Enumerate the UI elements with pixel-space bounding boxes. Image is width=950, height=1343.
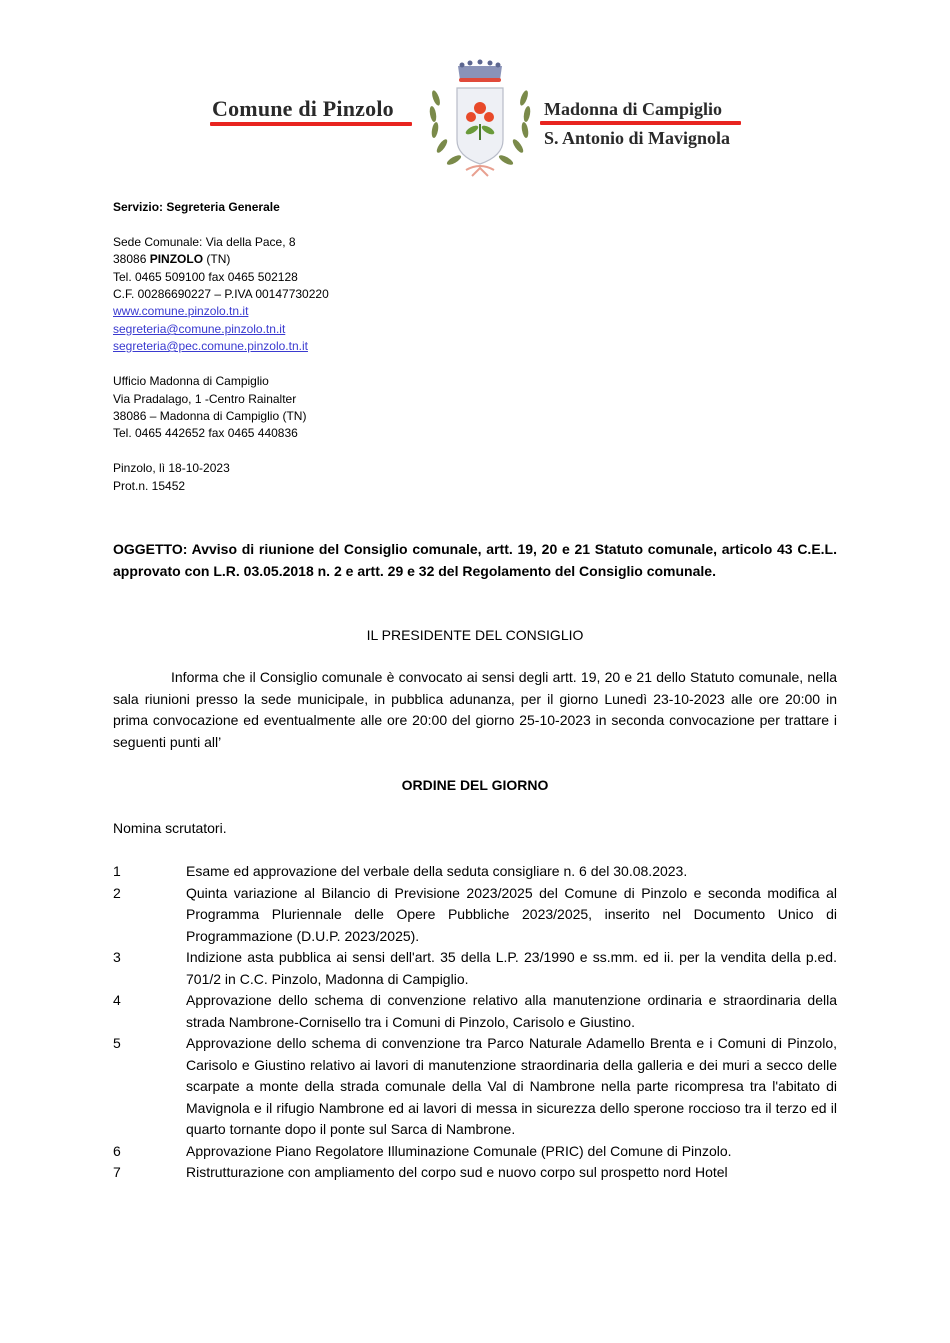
coat-of-arms-icon [422, 58, 538, 182]
letterhead-right-rule [540, 121, 741, 125]
agenda-item-number: 7 [113, 1164, 121, 1180]
agenda-item-number: 6 [113, 1142, 121, 1159]
agenda-intro: Nomina scrutatori. [113, 820, 227, 836]
agenda-item-text: Ristrutturazione con ampliamento del corpo sud e nuovo corpo sul prospetto nord Hotel [186, 1164, 728, 1180]
sede-address: Sede Comunale: Via della Pace, 8 [113, 235, 296, 249]
office-name: Ufficio Madonna di Campiglio [113, 374, 269, 388]
sede-city: PINZOLO [149, 252, 204, 266]
email-link[interactable]: segreteria@comune.pinzolo.tn.it [113, 322, 286, 336]
office-address: Via Pradalago, 1 -Centro Rainalter [113, 392, 297, 406]
agenda-item-number: 3 [113, 949, 121, 965]
agenda-item-number: 4 [113, 992, 121, 1008]
agenda-item-text: Esame ed approvazione del verbale della seduta consigliare n. 6 del 30.08.2023. [186, 863, 688, 879]
pec-link[interactable]: segreteria@pec.comune.pinzolo.tn.it [113, 339, 308, 353]
letterhead-comune-title: Comune di Pinzolo [212, 96, 394, 121]
president-heading: IL PRESIDENTE DEL CONSIGLIO [366, 627, 584, 643]
office-phone: Tel. 0465 442652 fax 0465 440836 [113, 426, 298, 440]
agenda-item-text: Approvazione Piano Regolatore Illuminazione Comunale (PRIC) del Comune di Pinzolo. [186, 1142, 732, 1159]
sede-province: (TN) [203, 252, 231, 266]
sede-cap: 38086 [113, 252, 150, 266]
letterhead-left-rule [210, 122, 412, 126]
letterhead-frazione-2: S. Antonio di Mavignola [544, 128, 731, 148]
sede-phone: Tel. 0465 509100 fax 0465 502128 [113, 270, 298, 284]
agenda-item [113, 1033, 837, 1141]
agenda-item-number: 1 [113, 863, 121, 879]
agenda-item [113, 990, 837, 1033]
agenda-item [113, 883, 837, 948]
agenda-item-text: Approvazione dello schema di convenzione tra Parco Naturale Adamello Brenta e i Comuni di Pinzolo, Carisolo e Giustino relativo ai lavori di manutenzione straordinaria della galleria e dei muri a secco delle scarpate a monte della strada comunale della Val di Nambrone nella parte ricompresa tra l'abitato di Mavignola e il rifugio Nambrone ed ai lavori di messa in sicurezza dello sperone roccioso tra il terzo ed il quarto tornante dopo il ponte sul Sarca di Nambrone. [186, 1035, 837, 1137]
agenda-item [113, 947, 837, 990]
agenda-item-text: Approvazione dello schema di convenzione relativo alla manutenzione ordinaria e straordinaria della strada Nambrone-Cornisello tra i Comuni di Pinzolo, Carisolo e Giustino. [186, 992, 837, 1030]
agenda-item-text: Quinta variazione al Bilancio di Previsione 2023/2025 del Comune di Pinzolo e seconda modifica al Programma Pluriennale delle Opere Pubbliche 2023/2025, inserito nel Documento Unico di Programmazione (D.U.P. 2023/2025). [186, 884, 837, 944]
agenda-heading: ORDINE DEL GIORNO [401, 777, 549, 793]
sede-city-line [113, 251, 230, 269]
agenda-item-number: 2 [113, 884, 121, 901]
agenda-item [113, 1141, 837, 1163]
fiscal-codes: C.F. 00286690227 – P.IVA 00147730220 [113, 287, 329, 301]
agenda-item-text: Indizione asta pubblica ai sensi dell'art. 35 della L.P. 23/1990 e ss.mm. ed ii. per la vendita della p.ed. 701/2 in C.C. Pinzolo, Madonna di Campiglio. [186, 949, 837, 987]
convocation-paragraph: Informa che il Consiglio comunale è convocato ai sensi degli artt. 19, 20 e 21 dello Statuto comunale, nella sala riunioni presso la sede municipale, in pubblica adunanza, per il giorno Lunedì 23-10-2023 alle ore 20:00 in prima convocazione ed eventualmente alle ore 20:00 del giorno 25-10-2023 in seconda convocazione per trattare i seguenti punti all’ [113, 669, 837, 750]
agenda-list [113, 861, 837, 1184]
agenda-item-number: 5 [113, 1035, 121, 1051]
website-link[interactable]: www.comune.pinzolo.tn.it [113, 304, 249, 318]
agenda-item [113, 1162, 837, 1184]
protocol-number: Prot.n. 15452 [113, 479, 186, 493]
subject-paragraph: OGGETTO: Avviso di riunione del Consiglio comunale, artt. 19, 20 e 21 Statuto comunale, articolo 43 C.E.L. approvato con L.R. 03.05.2018 n. 2 e artt. 29 e 32 del Regolamento del Consiglio comunale. [113, 541, 837, 579]
service-label: Servizio: Segreteria Generale [113, 200, 280, 214]
office-city: 38086 – Madonna di Campiglio (TN) [113, 409, 307, 423]
agenda-item [113, 861, 837, 883]
place-date: Pinzolo, lì 18-10-2023 [113, 461, 230, 475]
letterhead-frazione-1: Madonna di Campiglio [544, 99, 723, 119]
